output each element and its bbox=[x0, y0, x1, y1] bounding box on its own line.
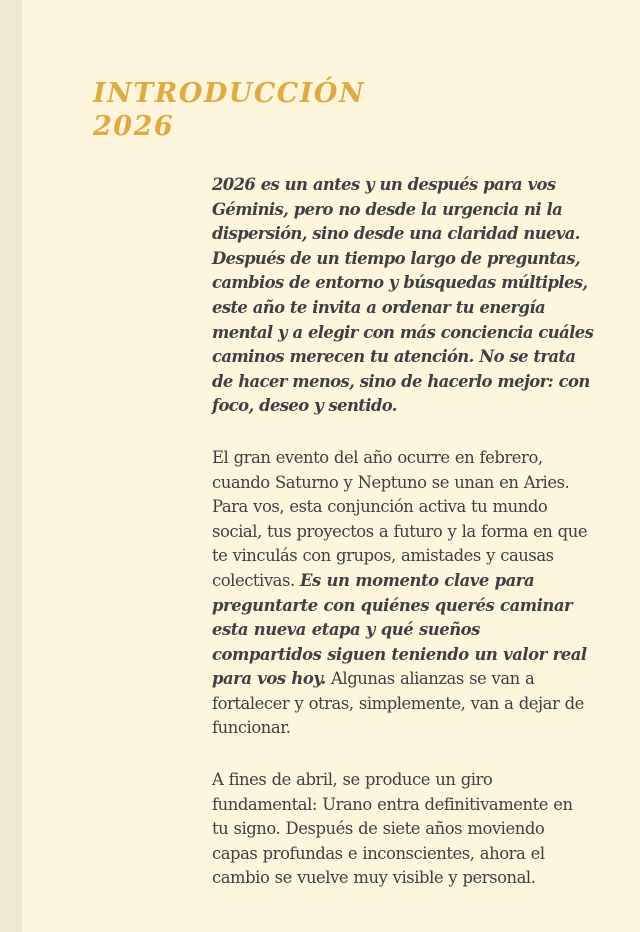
article-body bbox=[212, 173, 594, 918]
paragraph-urano: A fines de abril, se produce un giro fundamental: Urano entra definitivamente en tu signo. Después de siete años moviendo capas profundas e inconscientes, ahora el cambio se vuelve muy visible y personal. bbox=[212, 770, 573, 888]
page-title bbox=[93, 77, 393, 143]
paragraph-saturno-neptuno bbox=[212, 446, 594, 741]
paragraph-2-text-start: El gran evento del año ocurre en febrero, cuando Saturno y Neptuno se unan en Aries. Para vos, esta conjunción activa tu mundo social, tus proyectos a futuro y la forma en que te vinculás con grupos, amistades y causas colectivas. bbox=[212, 447, 588, 590]
left-margin-strip bbox=[0, 0, 22, 932]
paragraph-2-text-end: Algunas alianzas se van a fortalecer y otras, simplemente, van a dejar de funcionar. bbox=[212, 669, 584, 738]
page-title-line-2: 2026 bbox=[93, 111, 175, 142]
page-title-line-1: INTRODUCCIÓN bbox=[93, 78, 366, 109]
paragraph-2-emphasis: Es un momento clave para preguntarte con quiénes querés caminar esta nueva etapa y qué sueños compartidos siguen teniendo un valor real para vos hoy. bbox=[212, 570, 587, 689]
intro-paragraph: 2026 es un antes y un después para vos Géminis, pero no desde la urgencia ni la dispersión, sino desde una claridad nueva. Después de un tiempo largo de preguntas, cambios de entorno y búsquedas múltiples, este año te invita a ordenar tu energía mental y a elegir con más conciencia cuáles caminos merecen tu atención. No se trata de hacer menos, sino de hacerlo mejor: con foco, deseo y sentido. bbox=[212, 175, 594, 416]
